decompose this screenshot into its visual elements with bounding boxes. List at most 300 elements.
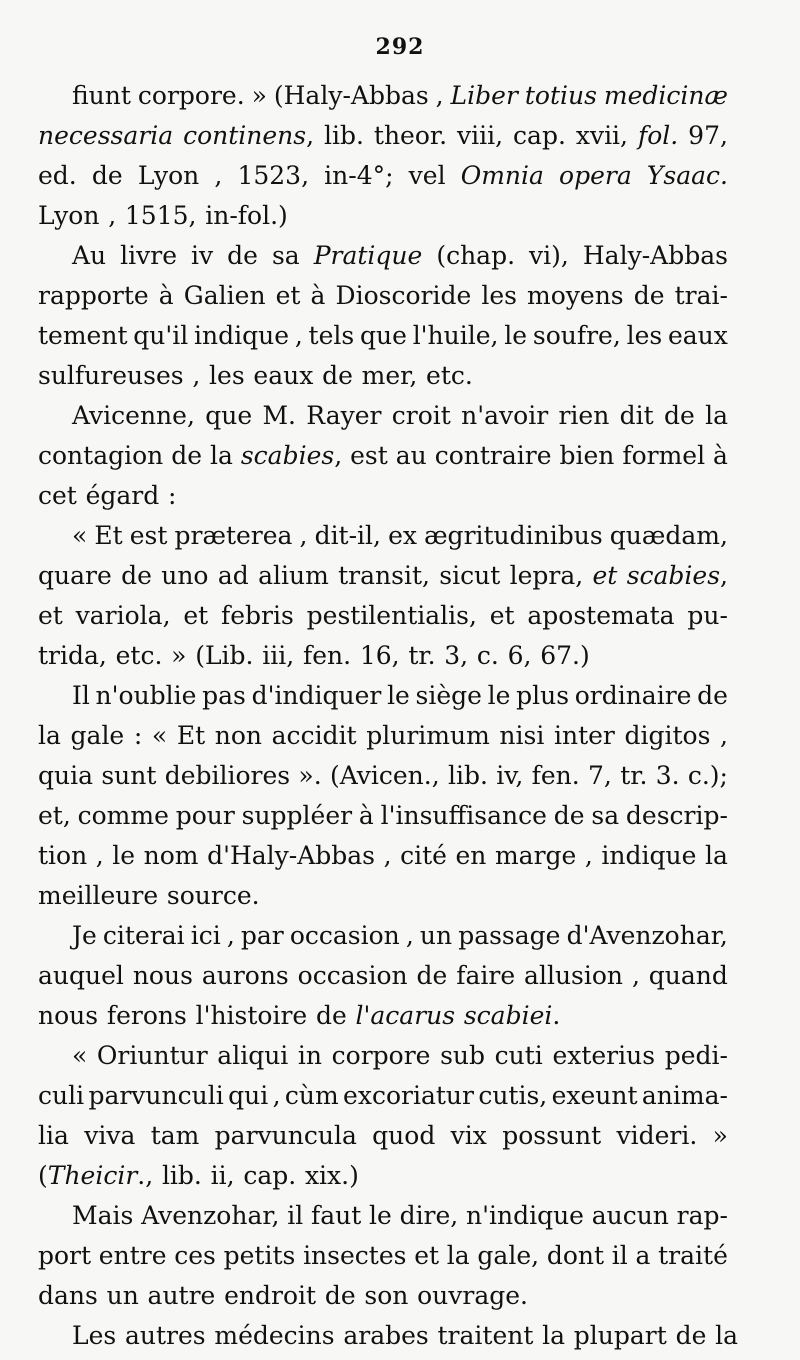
word [168, 476, 176, 516]
text: les [209, 361, 245, 390]
word [620, 756, 647, 796]
text: mer, [361, 361, 418, 390]
word [593, 556, 618, 596]
word [627, 316, 663, 356]
word [464, 996, 560, 1036]
word [466, 1196, 584, 1236]
text: fen. [531, 761, 580, 790]
text: sa [591, 801, 620, 830]
italic-text: medicinæ [603, 81, 728, 110]
word [38, 716, 61, 756]
text: nisi [499, 721, 545, 750]
text: Je [72, 921, 97, 950]
word [252, 76, 267, 116]
word [144, 836, 199, 876]
text: « [72, 1041, 88, 1070]
word [372, 1116, 435, 1156]
text: pedi- [664, 1041, 728, 1070]
word [426, 356, 473, 396]
text: ed. [38, 161, 77, 190]
word [529, 236, 569, 276]
word [713, 1116, 728, 1156]
text: ægritudinibus [424, 521, 603, 550]
text: culi [38, 1081, 85, 1110]
text-line [38, 236, 728, 276]
word [38, 876, 158, 916]
text-line [38, 1236, 728, 1276]
text: son [364, 1281, 409, 1310]
word [38, 636, 107, 676]
text: 97, [688, 121, 728, 150]
word [458, 916, 560, 956]
word [165, 756, 290, 796]
text: marge [494, 841, 577, 870]
text: nom [143, 841, 199, 870]
word [133, 956, 193, 996]
word [414, 1236, 439, 1276]
text: le [487, 681, 511, 710]
word [210, 436, 233, 476]
text-line [38, 916, 728, 956]
word [38, 316, 128, 356]
word [675, 276, 728, 316]
text: égard [85, 481, 160, 510]
word [567, 916, 728, 956]
word [191, 236, 213, 276]
word [228, 1076, 268, 1116]
text: , [306, 121, 315, 150]
text: debiliores [164, 761, 291, 790]
text: Avicenne, [72, 401, 195, 430]
text: contagion [38, 441, 164, 470]
word [96, 676, 197, 716]
word [295, 316, 303, 356]
word [634, 276, 665, 316]
text: digitos [624, 721, 711, 750]
text: endroit [224, 1281, 317, 1310]
italic-text: necessaria [38, 121, 174, 150]
text: , [720, 561, 728, 590]
text: rap- [676, 1201, 728, 1230]
text: 1515, [124, 201, 197, 230]
text: viii, [457, 121, 504, 150]
text: , [383, 841, 392, 870]
word [38, 556, 112, 596]
text-line [38, 76, 728, 116]
text: autres [124, 1321, 206, 1350]
text-line [38, 196, 728, 236]
text: faut [310, 1201, 362, 1230]
word [298, 1036, 322, 1076]
text: tam [150, 1121, 200, 1150]
word [392, 396, 451, 436]
text: dont [546, 1241, 605, 1270]
text-line [38, 316, 728, 356]
word [97, 1036, 208, 1076]
word [215, 1116, 357, 1156]
word [612, 1236, 628, 1276]
text: cité [400, 841, 447, 870]
word [72, 916, 97, 956]
text: c. [476, 641, 499, 670]
text: aurons [201, 961, 289, 990]
text: médecins [214, 1321, 335, 1350]
word [366, 716, 490, 756]
word [195, 636, 253, 676]
text-line [38, 756, 728, 796]
word [38, 276, 149, 316]
italic-text: continens [183, 121, 307, 150]
word [576, 116, 628, 156]
word [72, 1196, 133, 1236]
text: nous [132, 961, 193, 990]
word [38, 1236, 91, 1276]
text: 6, [507, 641, 532, 670]
word [241, 436, 342, 476]
word [388, 516, 417, 556]
word [309, 316, 355, 356]
text: dit-il, [314, 521, 381, 550]
text: fen. [302, 641, 352, 670]
word [647, 156, 728, 196]
paragraph [38, 236, 728, 396]
text: sub [440, 1041, 486, 1070]
italic-text: Pratique [313, 241, 423, 270]
word [642, 1076, 728, 1116]
text: in-4°; [324, 161, 394, 190]
word [705, 396, 728, 436]
word [161, 556, 208, 596]
word [481, 276, 517, 316]
word [305, 1156, 359, 1196]
word [151, 1116, 200, 1156]
text: le [369, 1201, 392, 1230]
word [610, 516, 728, 556]
word [451, 1116, 487, 1156]
text: faire [456, 961, 516, 990]
text: excoriatur [343, 1081, 474, 1110]
text-line [38, 1196, 728, 1236]
text: tr. [408, 641, 436, 670]
word [298, 956, 408, 996]
word [635, 1236, 650, 1276]
text: insectes [303, 1241, 407, 1270]
text: lib. [447, 761, 488, 790]
text: est [129, 521, 168, 550]
text: à [358, 801, 374, 830]
text-line [38, 716, 728, 756]
text-line [38, 1316, 739, 1356]
text: passage [458, 921, 561, 950]
text: quand [648, 961, 728, 990]
word [107, 996, 187, 1036]
text: par [240, 921, 284, 950]
text-line [38, 836, 728, 876]
text: il [287, 1201, 304, 1230]
word [438, 1316, 534, 1356]
word [243, 1156, 296, 1196]
text: pas [202, 681, 246, 710]
text: trida, [38, 641, 107, 670]
text: , [95, 841, 104, 870]
text: descrip- [625, 801, 728, 830]
text: : [133, 721, 143, 750]
text: alium [258, 561, 329, 590]
text: transit, [338, 561, 430, 590]
text: , [720, 721, 728, 750]
text: Mais [72, 1201, 134, 1230]
paragraph [38, 516, 728, 676]
text: præterea [174, 521, 293, 550]
word [436, 76, 444, 116]
word [177, 716, 205, 756]
text: sa [271, 241, 300, 270]
text: » [712, 1121, 728, 1150]
word [448, 756, 488, 796]
word [592, 1196, 669, 1236]
word [336, 276, 472, 316]
text: M. [262, 401, 296, 430]
text-line [38, 1076, 728, 1116]
text: la [704, 841, 728, 870]
text: , [108, 201, 117, 230]
text: eaux [253, 361, 314, 390]
text-line [38, 396, 728, 436]
text: la [38, 721, 61, 750]
text: le [504, 321, 528, 350]
paragraph [38, 1316, 739, 1356]
text: parvuncula [214, 1121, 357, 1150]
word [583, 236, 728, 276]
text: dire, [399, 1201, 459, 1230]
text: nous [38, 1001, 99, 1030]
text: » [251, 81, 267, 110]
text: corpore. [137, 81, 245, 110]
body-text [38, 76, 739, 1356]
text: vel [408, 161, 446, 190]
text: bien [559, 441, 615, 470]
word [148, 1276, 216, 1316]
word [622, 436, 705, 476]
word [138, 76, 245, 116]
word [38, 156, 77, 196]
text: a [635, 1241, 651, 1270]
word [362, 356, 418, 396]
word [112, 836, 135, 876]
text: de [121, 561, 152, 590]
text: 7, [588, 761, 612, 790]
text: de [663, 401, 695, 430]
text: il [611, 1241, 628, 1270]
text: possunt [502, 1121, 602, 1150]
text: d'indiquer [251, 681, 382, 710]
text: c.); [687, 761, 728, 790]
text: livre [120, 241, 178, 270]
text: variola, [75, 601, 171, 630]
text: de [91, 161, 123, 190]
word [364, 1276, 408, 1316]
text: rien [558, 401, 610, 430]
word [162, 1156, 202, 1196]
text: en [455, 841, 487, 870]
text: ici [190, 921, 221, 950]
word [439, 556, 500, 596]
text: Lyon [137, 161, 200, 190]
word [381, 796, 547, 836]
text: 1523, [237, 161, 310, 190]
text: la [715, 1321, 739, 1350]
text-line [38, 876, 728, 916]
word [273, 1076, 281, 1116]
text-line [38, 956, 728, 996]
word [343, 1316, 428, 1356]
word [601, 836, 696, 876]
word [120, 236, 177, 276]
text-line [38, 436, 728, 476]
word [221, 596, 294, 636]
text: Les [72, 1321, 117, 1350]
word [218, 556, 249, 596]
word [38, 596, 63, 636]
text: la [209, 441, 233, 470]
word [38, 436, 163, 476]
word [38, 1156, 153, 1196]
word [224, 1276, 316, 1316]
word [306, 396, 381, 436]
word [496, 756, 523, 796]
text: de [315, 1001, 347, 1030]
text: tion [38, 841, 88, 870]
text: un [106, 1281, 139, 1310]
word [324, 116, 364, 156]
text: plus [516, 681, 570, 710]
word [477, 1236, 539, 1276]
word [330, 756, 440, 796]
word [513, 116, 566, 156]
text: pu- [687, 601, 728, 630]
word [107, 1276, 139, 1316]
text-line [38, 156, 728, 196]
word [451, 76, 518, 116]
text: exterius [552, 1041, 656, 1070]
word [324, 156, 393, 196]
text: autre [147, 1281, 216, 1310]
text: ii, [210, 1161, 235, 1190]
word [242, 796, 352, 836]
italic-text: totius [524, 81, 597, 110]
text: auquel [38, 961, 124, 990]
word [627, 556, 728, 596]
word [524, 956, 623, 996]
text-line [38, 676, 728, 716]
word [338, 556, 430, 596]
word [705, 836, 728, 876]
word [290, 916, 400, 956]
text: . [552, 1001, 561, 1030]
text: inter [553, 721, 615, 750]
text: sulfureuses [38, 361, 184, 390]
text: , [334, 441, 343, 470]
text: et [38, 601, 63, 630]
word [490, 596, 515, 636]
text: et [275, 281, 301, 310]
text: de [675, 1321, 707, 1350]
word [495, 836, 576, 876]
text: : [168, 481, 177, 510]
word [176, 796, 235, 836]
text-line [38, 596, 728, 636]
text: , [631, 961, 640, 990]
text: « [151, 721, 168, 750]
text: qui [228, 1081, 269, 1110]
text-line [38, 476, 728, 516]
text: et [489, 601, 515, 630]
word [447, 1236, 470, 1276]
text: Il [72, 681, 90, 710]
word [224, 1236, 296, 1276]
text: plupart [573, 1321, 667, 1350]
word [130, 516, 168, 556]
text: arabes [343, 1321, 429, 1350]
word [575, 676, 692, 716]
word [677, 1196, 728, 1236]
text: , [226, 921, 235, 950]
paragraph [38, 1036, 728, 1196]
word [508, 636, 532, 676]
word [38, 196, 99, 236]
word [440, 1036, 485, 1076]
paragraph [38, 676, 728, 916]
text: tels [308, 321, 355, 350]
text: , [272, 1081, 281, 1110]
text: apostemata [527, 601, 675, 630]
word [258, 556, 329, 596]
text: à [158, 281, 174, 310]
word [209, 356, 245, 396]
text: uno [161, 561, 209, 590]
text-line [38, 1276, 728, 1316]
text: occasion [289, 921, 400, 950]
text: in [297, 1041, 323, 1070]
text: soufre, [532, 321, 621, 350]
text: le [112, 841, 136, 870]
italic-text: Theicir [47, 1161, 138, 1190]
text-line [38, 636, 728, 676]
text: source. [166, 881, 260, 910]
text: lia [38, 1121, 69, 1150]
text: la [446, 1241, 470, 1270]
text: rapporte [38, 281, 149, 310]
word [510, 556, 584, 596]
text: indique [601, 841, 697, 870]
word [604, 76, 728, 116]
text: ex [388, 521, 417, 550]
word [207, 836, 375, 876]
text: , [435, 81, 444, 110]
text: tr. [620, 761, 648, 790]
text: un [419, 921, 453, 950]
text: de [633, 281, 665, 310]
word [72, 1036, 87, 1076]
word [227, 236, 258, 276]
word [649, 956, 728, 996]
word [76, 596, 171, 636]
text: sunt [101, 761, 157, 790]
text: Galien [183, 281, 266, 310]
word [417, 1276, 528, 1316]
text: , [192, 361, 201, 390]
word [409, 156, 446, 196]
